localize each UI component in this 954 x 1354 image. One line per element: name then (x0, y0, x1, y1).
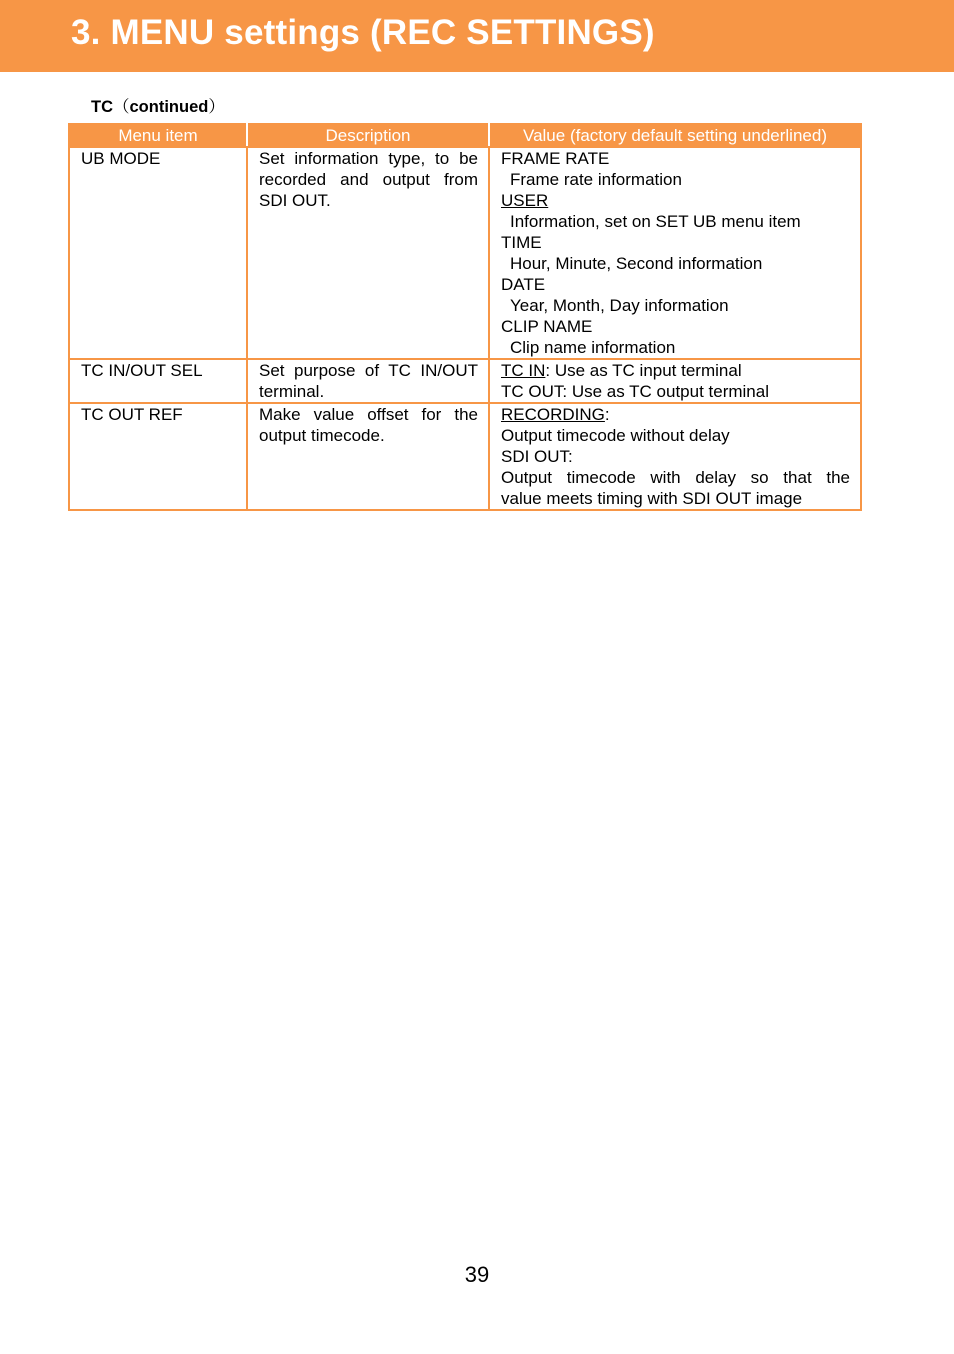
page-title: 3. MENU settings (REC SETTINGS) (71, 13, 655, 52)
header-description: Description (247, 124, 489, 147)
cell-values (489, 147, 861, 359)
table-row-tc-in-out-sel (69, 359, 861, 403)
section-heading-sub: continued (129, 98, 209, 116)
cell-values (489, 359, 861, 403)
section-heading-main: TC (91, 98, 113, 116)
value-option: TC OUT: Use as TC output terminal (501, 382, 769, 401)
value-option-desc: Output timecode with delay so that the (501, 468, 850, 487)
cell-description: Make value offset for the output timecode. (247, 403, 489, 510)
table-row-tc-out-ref (69, 403, 861, 510)
close-paren-glyph: ） (208, 98, 225, 116)
value-option-desc: Clip name information (510, 338, 676, 357)
value-option-desc: Output timecode without delay (501, 426, 730, 445)
value-option-desc: Year, Month, Day information (510, 296, 729, 315)
value-option-desc: value meets timing with SDI OUT image (501, 489, 803, 508)
value-option-default (501, 360, 850, 381)
colon-text: : (604, 405, 610, 424)
header-menu-item: Menu item (69, 124, 247, 147)
value-option: SDI OUT: (501, 447, 573, 466)
open-paren-glyph: （ (113, 98, 130, 116)
section-heading (91, 93, 225, 117)
table-row-ub-mode (69, 147, 861, 359)
default-underlined-value: TC IN (501, 361, 546, 380)
header-value: Value (factory default setting underlined) (489, 124, 861, 147)
table-header-row (69, 124, 861, 147)
value-option: FRAME RATE (501, 149, 610, 168)
value-option-desc: Frame rate information (510, 170, 682, 189)
cell-menu-item: TC OUT REF (69, 403, 247, 510)
cell-menu-item: UB MODE (69, 147, 247, 359)
default-underlined-value: RECORDING (501, 405, 605, 424)
value-option-default (501, 404, 850, 425)
value-option-desc: Information, set on SET UB menu item (510, 212, 801, 231)
value-option-desc: : Use as TC input terminal (545, 361, 742, 380)
default-underlined-value: USER (501, 191, 549, 210)
value-option: TIME (501, 233, 542, 252)
page-number: 39 (464, 1262, 490, 1287)
cell-description: Set information type, to be recorded and output from SDI OUT. (247, 147, 489, 359)
value-option: CLIP NAME (501, 317, 593, 336)
cell-description: Set purpose of TC IN/OUT terminal. (247, 359, 489, 403)
title-bar (0, 0, 954, 72)
cell-menu-item: TC IN/OUT SEL (69, 359, 247, 403)
value-option: DATE (501, 275, 546, 294)
value-option-desc: Hour, Minute, Second information (510, 254, 763, 273)
cell-values (489, 403, 861, 510)
settings-table (68, 123, 862, 511)
value-option-default (501, 190, 850, 211)
